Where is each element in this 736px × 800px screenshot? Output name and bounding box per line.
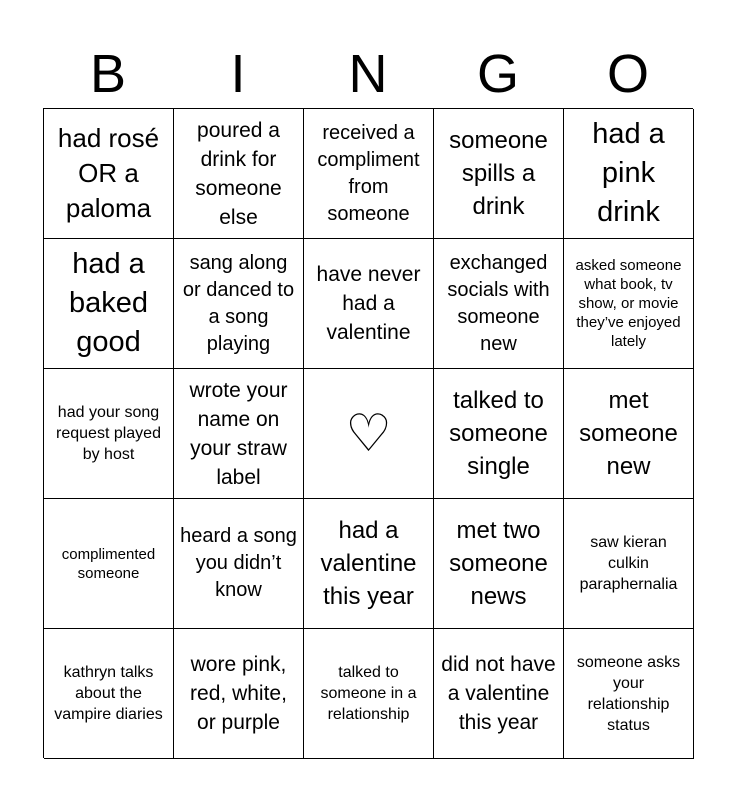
cell-text: did not have a valentine this year	[441, 653, 556, 734]
header-letter-o: O	[606, 44, 649, 104]
bingo-cell[interactable]	[174, 369, 304, 499]
bingo-cell[interactable]	[44, 239, 174, 369]
cell-text: kathryn talks about the vampire diaries	[54, 664, 163, 723]
bingo-cell[interactable]	[174, 109, 304, 239]
cell-text: had your song request played by host	[56, 404, 161, 463]
bingo-cell[interactable]	[564, 499, 694, 629]
cell-text: met someone new	[579, 387, 678, 480]
bingo-board	[43, 108, 693, 758]
bingo-cell[interactable]	[44, 499, 174, 629]
cell-text: complimented someone	[61, 545, 156, 582]
cell-text: had a valentine this year	[320, 517, 417, 610]
cell-text: talked to someone single	[449, 387, 548, 480]
bingo-cell[interactable]	[564, 629, 694, 759]
bingo-cell[interactable]	[434, 369, 564, 499]
bingo-cell[interactable]	[44, 109, 174, 239]
free-space-cell[interactable]	[304, 369, 434, 499]
cell-text: sang along or danced to a song playing	[182, 251, 295, 355]
header-letter-g: G	[476, 44, 519, 104]
cell-text: heard a song you didn’t know	[180, 525, 297, 601]
header-letter-b: B	[89, 44, 127, 104]
bingo-cell[interactable]	[174, 239, 304, 369]
bingo-cell[interactable]	[304, 499, 434, 629]
cell-text: exchanged socials with someone new	[447, 251, 550, 355]
cell-text: have never had a valentine	[316, 263, 421, 344]
bingo-cell[interactable]	[434, 239, 564, 369]
bingo-cell[interactable]	[434, 629, 564, 759]
bingo-cell[interactable]	[44, 369, 174, 499]
header-letter-i: I	[230, 44, 246, 104]
cell-text: had rosé OR a paloma	[57, 123, 160, 223]
cell-text: talked to someone in a relationship	[320, 664, 417, 723]
cell-text: met two someone news	[449, 517, 548, 610]
cell-text: had a baked good	[68, 248, 148, 358]
bingo-cell[interactable]	[564, 369, 694, 499]
bingo-cell[interactable]	[304, 629, 434, 759]
bingo-cell[interactable]	[564, 239, 694, 369]
bingo-cell[interactable]	[304, 109, 434, 239]
bingo-cell[interactable]	[174, 499, 304, 629]
header-letter-n: N	[348, 44, 388, 104]
cell-text: received a compliment from someone	[317, 121, 420, 225]
cell-text: saw kieran culkin paraphernalia	[579, 534, 678, 593]
cell-text: asked someone what book, tv show, or movie they’ve enjoyed lately	[575, 257, 682, 350]
bingo-cell[interactable]	[174, 629, 304, 759]
cell-text: wore pink, red, white, or purple	[190, 653, 287, 734]
cell-text: wrote your name on your straw label	[189, 378, 288, 489]
heart-icon: ♡	[345, 403, 392, 464]
bingo-cell[interactable]	[44, 629, 174, 759]
bingo-cell[interactable]	[564, 109, 694, 239]
cell-text: poured a drink for someone else	[195, 118, 282, 229]
bingo-cell[interactable]	[434, 109, 564, 239]
cell-text: someone spills a drink	[449, 127, 548, 220]
bingo-cell[interactable]	[304, 239, 434, 369]
cell-text: someone asks your relationship status	[576, 653, 681, 734]
bingo-header	[43, 42, 693, 106]
cell-text: had a pink drink	[592, 118, 665, 228]
bingo-cell[interactable]	[434, 499, 564, 629]
